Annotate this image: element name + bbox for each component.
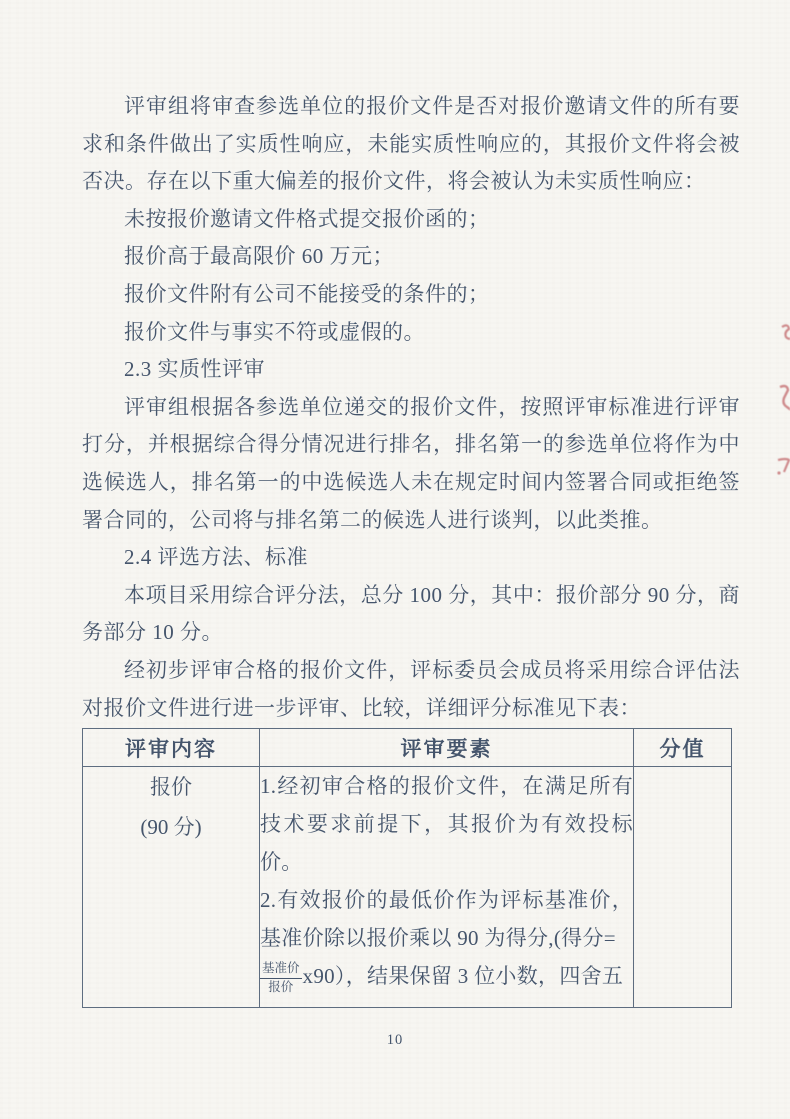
fraction-numerator: 基准价 [260,961,302,979]
factor-benchmark: 2.有效报价的最低价作为评标基准价，基准价除以报价乘以 90 为得分,(得分= [260,888,633,950]
paragraph-deviation-false: 报价文件与事实不符或虚假的。 [124,319,425,344]
price-label: 报价 [150,775,192,799]
factor-valid-bid: 1.经初审合格的报价文件，在满足所有技术要求前提下，其报价为有效投标价。 [260,774,633,874]
fraction-denominator: 报价 [268,979,294,994]
paragraph-deviation-format: 未按报价邀请文件格式提交报价函的； [124,206,490,231]
red-ink-marks [768,315,790,495]
paragraph-deviation-conditions: 报价文件附有公司不能接受的条件的； [124,281,490,306]
paragraph-deviation-price-limit: 报价高于最高限价 60 万元； [124,244,394,269]
heading-2-4: 2.4 评选方法、标准 [124,545,308,570]
table-row-price [83,767,732,1008]
factor-formula [260,957,633,995]
heading-2-3: 2.3 实质性评审 [124,357,265,382]
cell-review-content [83,767,260,1008]
cell-score [634,767,732,1008]
table-header-row [83,729,732,767]
paragraph-table-intro: 经初步评审合格的报价文件，评标委员会成员将采用综合评估法对报价文件进行进一步评审、比较，详细评分标准见下表： [82,657,740,720]
document-body [82,88,740,727]
header-score: 分值 [634,729,732,767]
evaluation-criteria-table [82,728,732,1008]
score-formula-fraction [260,961,302,995]
header-review-factors: 评审要素 [260,729,634,767]
paragraph-ranking: 评审组根据各参选单位递交的报价文件，按照评审标准进行评审打分，并根据综合得分情况进行排名，排名第一的参选单位将作为中选候选人，排名第一的中选候选人未在规定时间内签署合同或拒绝签署合同的，公司将与排名第二的候选人进行谈判，以此类推。 [82,394,740,532]
paragraph-substantive-response: 评审组将审查参选单位的报价文件是否对报价邀请文件的所有要求和条件做出了实质性响应，未能实质性响应的，其报价文件将会被否决。存在以下重大偏差的报价文件，将会被认为未实质性响应： [82,94,740,194]
page-number: 10 [386,1032,404,1048]
header-review-content: 评审内容 [83,729,260,767]
formula-suffix: x90），结果保留 3 位小数，四舍五 [302,964,624,988]
price-points-label: (90 分) [140,815,202,839]
cell-review-factors [260,767,634,1008]
paragraph-scoring-method: 本项目采用综合评分法，总分 100 分，其中：报价部分 90 分，商务部分 10 分。 [82,582,740,645]
